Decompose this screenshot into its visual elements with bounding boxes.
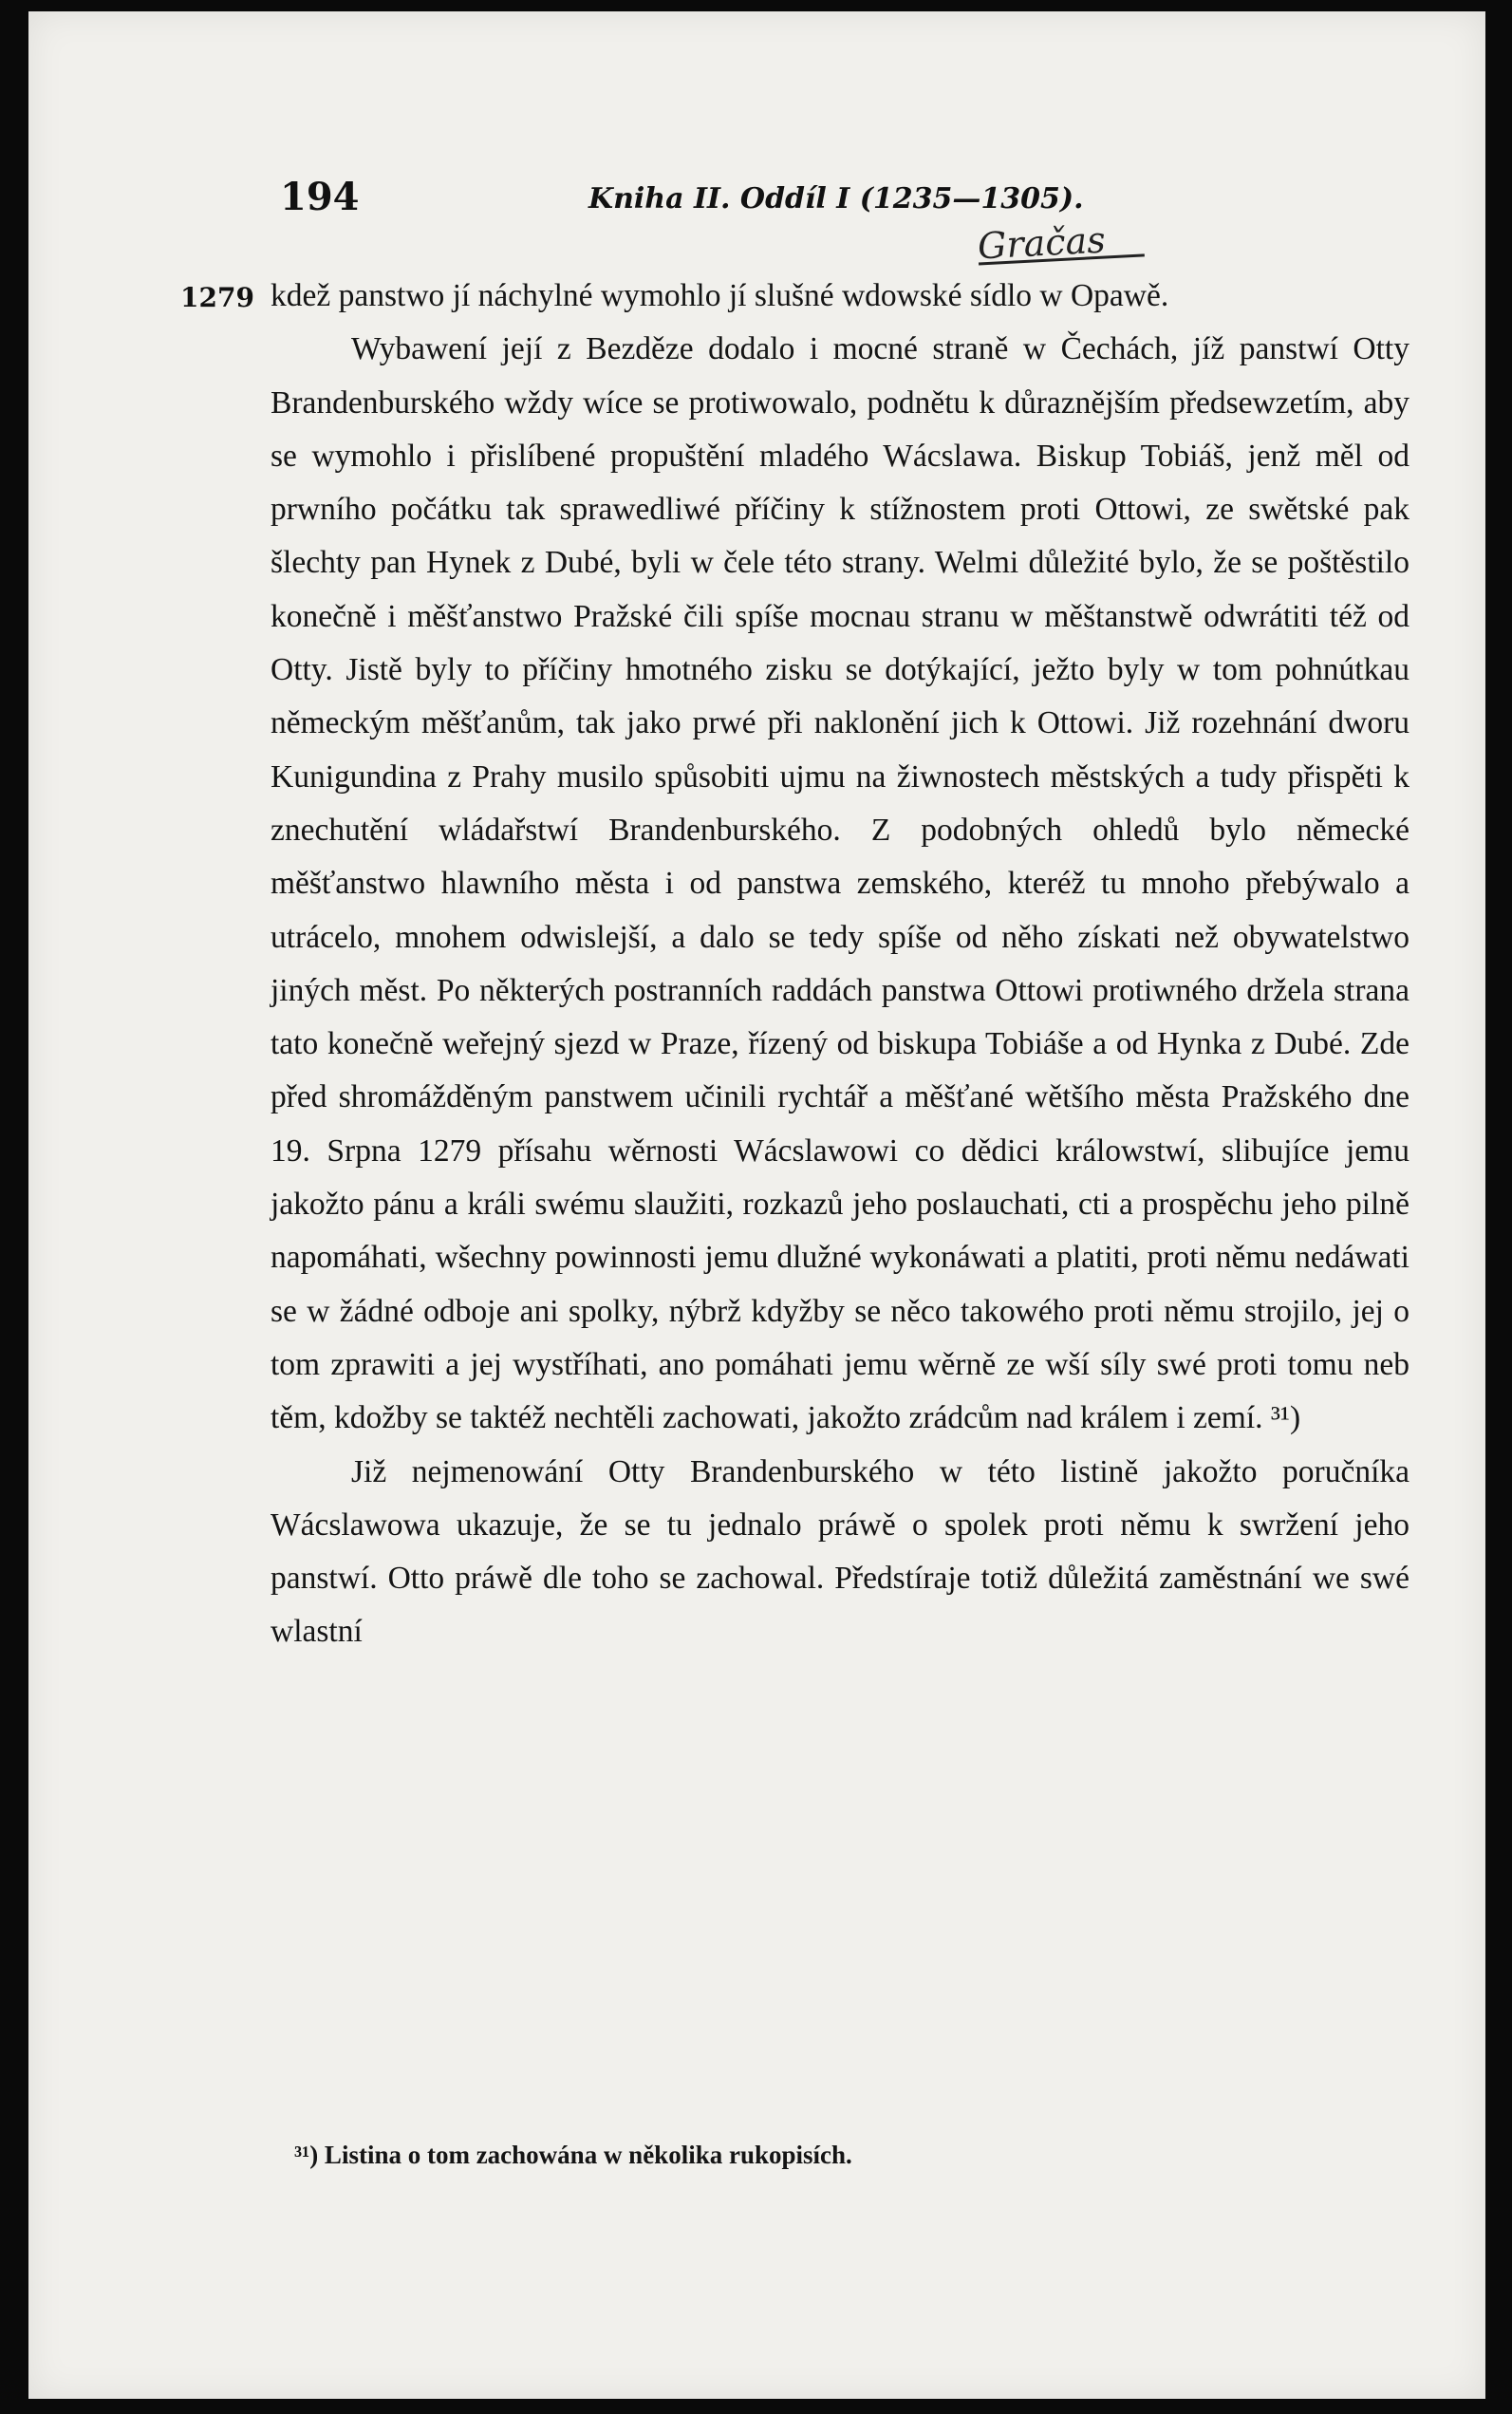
paragraph-continuation: kdež panstwo jí náchylné wymohlo jí slušné wdowské sídlo w Opawě.: [271, 278, 1169, 313]
book-page: [28, 11, 1485, 2399]
handwritten-annotation: Gračas: [976, 218, 1107, 268]
paragraph: Již nejmenowání Otty Brandenburského w této listině jakožto poručníka Wácslawowa ukazuje, že se tu jednalo práwě o spolek proti němu k swržení jeho panstwí. Otto práwě dle toho se zachowal. Předstíraje totiž důležitá zaměstnání we swé wlastní: [271, 1453, 1409, 1650]
footnote: ³¹) Listina o tom zachowána w několika rukopisích.: [294, 2141, 852, 2169]
running-head: Kniha II. Oddíl I (1235—1305).: [588, 182, 1084, 215]
main-text: [271, 270, 1409, 1659]
margin-year: 1279: [180, 282, 254, 313]
page-header: [28, 175, 1485, 232]
page-number: 194: [280, 175, 360, 219]
paragraph: Wybawení její z Bezděze dodalo i mocné straně w Čechách, jíž panstwí Otty Brandenburského wždy wíce se protiwowalo, podnětu k důraznějším předsewzetím, aby se wymohlo i přislíbené propuštění mladého Wácslawa. Biskup Tobiáš, jenž měl od prwního počátku tak sprawedliwé příčiny k stížnostem proti Ottowi, ze swětské pak šlechty pan Hynek z Dubé, byli w čele této strany. Welmi důležité bylo, že se poštěstilo konečně i měšťanstwo Pražské čili spíše mocnau stranu w měštanstwě odwrátiti též od Otty. Jistě byly to příčiny hmotného zisku se dotýkající, ježto byly w tom pohnútkau německým měšťanům, tak jako prwé při naklonění jich k Ottowi. Již rozehnání dworu Kunigundina z Prahy musilo spůsobiti ujmu na žiwnostech městských a tudy přispěti k znechutění wládařstwí Brandenburského. Z podobných ohledů bylo německé měšťanstwo hlawního města i od panstwa zemského, kteréž tu mnoho přebýwalo a utrácelo, mnohem odwislejší, a dalo se tedy spíše od něho získati než obywatelstwo jiných měst. Po některých postranních raddách panstwa Ottowi protiwného držela strana tato konečně weřejný sjezd w Praze, řízený od biskupa Tobiáše a od Hynka z Dubé. Zde před shromážděným panstwem učinili rychtář a měšťané wětšího města Pražského dne 19. Srpna 1279 přísahu wěrnosti Wácslawowi co dědici králowstwí, slibujíce jemu jakožto pánu a králi swému slaužiti, rozkazů jeho poslauchati, cti a prospěchu jeho pilně napomáhati, wšechny powinnosti jemu dlužné wykonáwati a platiti, proti němu nedáwati se w žádné odboje ani spolky, nýbrž kdyžby se něco takowého proti němu strojilo, jej o tom zprawiti a jej wystříhati, ano pomáhati jemu wěrně ze wší síly swé proti tomu neb těm, kdožby se taktéž nechtěli zachowati, jakožto zrádcům nad králem i zemí. ³¹): [271, 331, 1409, 1436]
